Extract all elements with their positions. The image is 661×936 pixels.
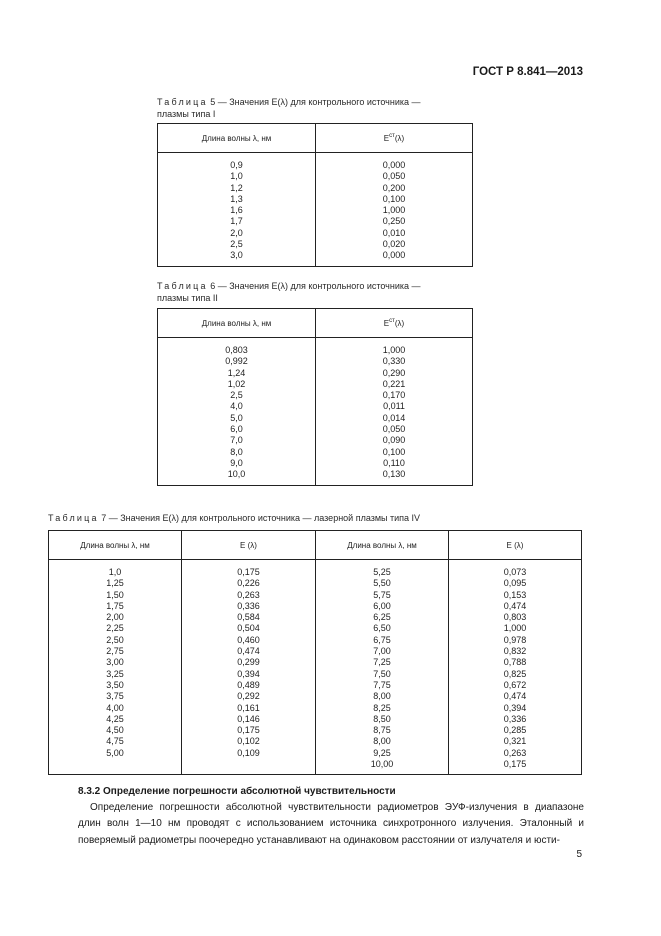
table-cell: 5,00 (106, 747, 124, 758)
table6-caption-text: 6 — Значения E(λ) для контрольного источника — (207, 281, 421, 291)
table-cell: 6,0 (230, 424, 243, 435)
table6 (157, 308, 473, 486)
table-cell: 3,50 (106, 679, 124, 690)
table-cell: 0,832 (503, 646, 527, 657)
table-cell: 2,0 (230, 227, 243, 238)
table-cell: 3,00 (106, 657, 124, 668)
table-cell: 0,460 (237, 634, 260, 645)
table5-caption-line2: плазмы типа I (157, 109, 216, 119)
table5-wavelength-column (158, 153, 316, 267)
table-cell: 0,175 (503, 759, 527, 770)
table-cell: 3,25 (106, 668, 124, 679)
table-cell: 6,75 (373, 634, 391, 645)
table7-caption-text: 7 — Значения E(λ) для контрольного источника — лазерной плазмы типа IV (98, 513, 421, 523)
table-cell: 0,290 (382, 367, 406, 378)
table-cell: 0,394 (237, 668, 260, 679)
table-cell: 10,00 (370, 759, 394, 770)
table-cell: 4,50 (106, 725, 124, 736)
table-cell: 2,75 (106, 646, 124, 657)
table-cell: 1,000 (503, 623, 527, 634)
table5-caption-word: Таблица (157, 97, 208, 107)
table-cell: 0,130 (382, 469, 406, 480)
table7-wavelength-column-b (316, 560, 449, 775)
table-cell: 1,7 (230, 216, 243, 227)
table-cell: 7,25 (373, 657, 391, 668)
table-cell: 1,2 (230, 182, 243, 193)
table-cell: 9,0 (230, 457, 243, 468)
table-cell: 1,02 (227, 378, 246, 389)
table-cell: 0,020 (382, 239, 406, 250)
document-code: ГОСТ Р 8.841—2013 (472, 66, 583, 78)
table-cell: 0,090 (382, 435, 406, 446)
table7-value-column-b (449, 560, 582, 775)
table7-header-value-a: E (λ) (182, 531, 316, 560)
table-cell: 0,474 (237, 646, 260, 657)
table-cell: 8,00 (373, 736, 391, 747)
table-cell: 9,25 (373, 747, 391, 758)
table-cell: 0,394 (503, 702, 527, 713)
table6-caption (157, 280, 421, 304)
table7 (48, 530, 582, 775)
table5-value-column (316, 153, 473, 267)
table-cell: 4,75 (106, 736, 124, 747)
table-cell: 2,25 (106, 623, 124, 634)
table-cell: 0,050 (382, 171, 406, 182)
table7-caption (48, 512, 420, 524)
table-cell: 0,102 (237, 736, 260, 747)
table5-header-value: $E^{ст}(\lambda)$ (316, 124, 473, 153)
table-cell: 0,9 (230, 160, 243, 170)
table-cell: 0,153 (503, 589, 527, 600)
table-cell: 0,175 (237, 725, 260, 736)
table-cell: 0,100 (382, 193, 406, 204)
table-cell: 1,75 (106, 600, 124, 611)
table7-wavelength-column-a (49, 560, 182, 775)
table-cell: 1,50 (106, 589, 124, 600)
table-cell: 1,000 (382, 205, 406, 216)
table-cell: 1,24 (227, 367, 246, 378)
table-cell: 0,073 (503, 567, 527, 577)
table-cell: 7,0 (230, 435, 243, 446)
table-cell: 0,504 (237, 623, 260, 634)
table-cell: 0,825 (503, 668, 527, 679)
table7-header-wavelength-b: Длина волны λ, нм (316, 531, 449, 560)
table-cell: 1,000 (382, 345, 406, 355)
table-cell: 4,25 (106, 713, 124, 724)
table-cell: 7,75 (373, 679, 391, 690)
table-cell: 3,0 (230, 250, 243, 261)
table6-header-value: $E^{ст}(\lambda)$ (316, 309, 473, 338)
table-cell: 7,50 (373, 668, 391, 679)
table-cell: 7,00 (373, 646, 391, 657)
table-cell: 0,011 (383, 401, 405, 412)
table-cell: 0,336 (503, 713, 527, 724)
table-cell: 0,978 (503, 634, 527, 645)
table-cell: 0,200 (382, 182, 406, 193)
table-cell: 0,584 (237, 612, 260, 623)
table-cell: 0,992 (225, 356, 248, 367)
table-cell: 8,25 (373, 702, 391, 713)
table-cell: 1,6 (230, 205, 243, 216)
table-cell: 5,50 (373, 578, 391, 589)
table-cell: 4,0 (230, 401, 243, 412)
table-cell: 0,000 (382, 250, 406, 261)
table-cell: 2,5 (230, 239, 243, 250)
table-cell: 0,474 (503, 691, 527, 702)
table-cell: 1,3 (230, 193, 243, 204)
table-cell: 0,110 (383, 457, 405, 468)
table-cell: 0,146 (237, 713, 260, 724)
table-cell: 0,803 (503, 612, 527, 623)
table-cell: 0,226 (237, 578, 260, 589)
table6-caption-line2: плазмы типа II (157, 293, 218, 303)
table-cell: 6,00 (373, 600, 391, 611)
section-paragraph (78, 800, 584, 849)
table-cell: 8,50 (373, 713, 391, 724)
table-cell: 10,0 (227, 469, 246, 480)
table7-value-column-a (182, 560, 316, 775)
table-cell: 0,250 (382, 216, 406, 227)
table-cell: 4,00 (106, 702, 124, 713)
table6-header-wavelength: Длина волны λ, нм (158, 309, 316, 338)
table-cell: 0,672 (503, 679, 527, 690)
table-cell: 0,336 (237, 600, 260, 611)
table-cell: 8,00 (373, 691, 391, 702)
table-cell: 2,5 (230, 390, 243, 401)
table-cell: 0,299 (237, 657, 260, 668)
table5 (157, 123, 473, 267)
table-cell: 6,25 (373, 612, 391, 623)
table-cell: 0,109 (237, 747, 260, 758)
table-cell: 0,050 (382, 424, 406, 435)
table-cell: 0,221 (382, 378, 406, 389)
table7-header-wavelength-a: Длина волны λ, нм (49, 531, 182, 560)
table-cell: 0,000 (382, 160, 406, 170)
table-cell: 1,25 (106, 578, 124, 589)
table6-value-column (316, 338, 473, 486)
table-cell: 0,292 (237, 691, 260, 702)
table-cell: 0,788 (503, 657, 527, 668)
table-cell: 1,0 (108, 567, 122, 577)
table-cell: 2,00 (106, 612, 124, 623)
table-cell: 0,263 (503, 747, 527, 758)
table7-caption-word: Таблица (48, 513, 99, 523)
table-cell: 0,330 (382, 356, 406, 367)
table5-caption (157, 96, 421, 120)
table-cell: 0,321 (503, 736, 527, 747)
table-cell: 3,75 (106, 691, 124, 702)
table5-header-wavelength: Длина волны λ, нм (158, 124, 316, 153)
table-cell: 1,0 (230, 171, 243, 182)
table-cell: 6,50 (373, 623, 391, 634)
table5-caption-text: 5 — Значения E(λ) для контрольного источника — (207, 97, 421, 107)
table-cell: 0,014 (382, 412, 406, 423)
table-cell: 0,803 (225, 345, 248, 355)
table6-caption-word: Таблица (157, 281, 208, 291)
paragraph-text: Определение погрешности абсолютной чувствительности радиометров ЭУФ-излучения в диапазоне длин волн 1—10 нм проводят с использованием источника синхротронного излучения. Эталонный и поверяемый радиометры поочередно устанавливают на одинаковом расстоянии от излучателя и юсти- (78, 802, 584, 846)
section-heading: 8.3.2 Определение погрешности абсолютной чувствительности (78, 786, 396, 797)
table-cell: 5,25 (373, 567, 391, 577)
table-cell: 0,263 (237, 589, 260, 600)
table-cell: 0,095 (503, 578, 527, 589)
table-cell: 8,75 (373, 725, 391, 736)
table-cell: 0,170 (382, 390, 406, 401)
table-cell: 5,0 (230, 412, 243, 423)
table-cell: 0,285 (503, 725, 527, 736)
table-cell: 0,100 (382, 446, 406, 457)
table7-header-value-b: E (λ) (449, 531, 582, 560)
table-cell: 2,50 (106, 634, 124, 645)
table-cell: 0,161 (237, 702, 260, 713)
page-number: 5 (576, 849, 582, 860)
table-cell: 5,75 (373, 589, 391, 600)
table-cell: 0,010 (382, 227, 406, 238)
table6-wavelength-column (158, 338, 316, 486)
table-cell: 0,175 (237, 567, 260, 577)
table-cell: 0,489 (237, 679, 260, 690)
table-cell: 8,0 (230, 446, 243, 457)
table-cell: 0,474 (503, 600, 527, 611)
